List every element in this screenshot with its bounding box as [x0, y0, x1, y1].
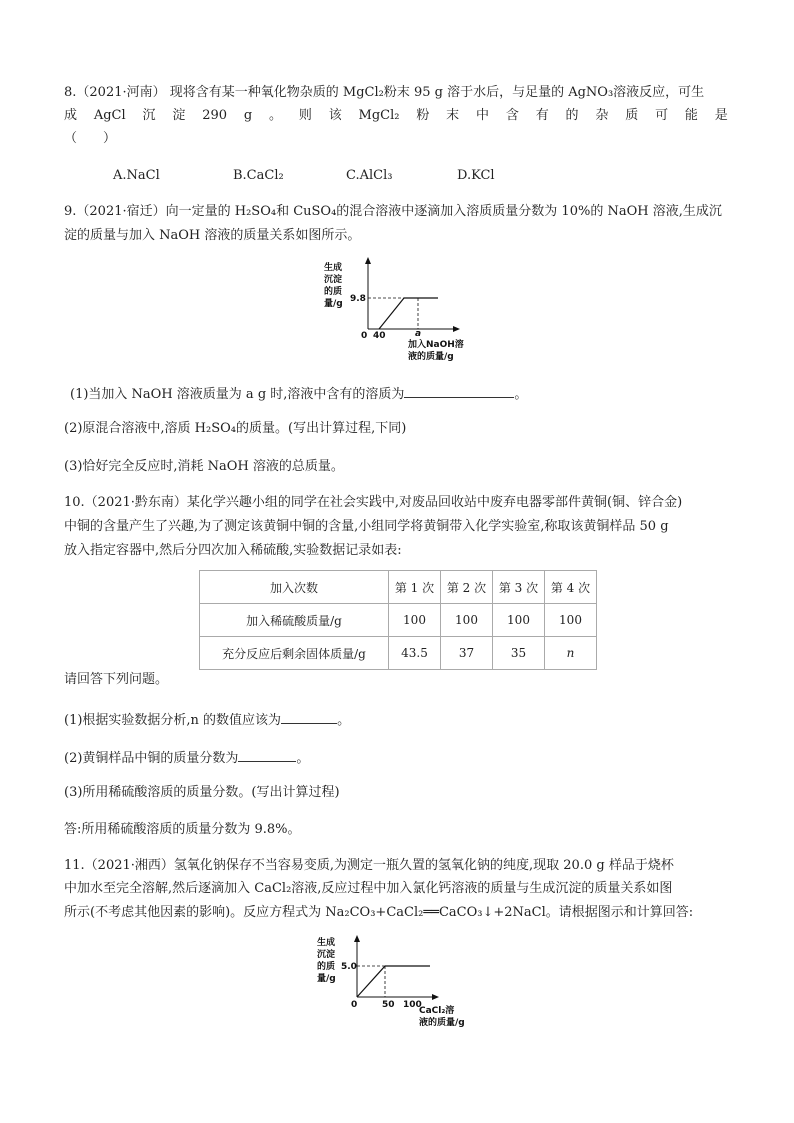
table-header-cell: 加入次数 — [200, 571, 389, 604]
q8-line2-word: 。 — [269, 108, 283, 123]
chart2-rise-line — [357, 966, 385, 997]
chart2 — [305, 933, 505, 1033]
table-header-cell: 第 2 次 — [441, 571, 493, 604]
chart1-y-label — [324, 261, 343, 309]
chart2-y-label — [317, 936, 336, 984]
chart1-x-arrow — [453, 326, 460, 332]
chart2-x-tick-100: 100 — [403, 1000, 422, 1010]
q8-line2-word: 淀 — [172, 108, 186, 123]
q8-line2-word: 含 — [505, 108, 519, 123]
q8-line2-word: 则 — [298, 108, 312, 123]
q8-option-b: B.CaCl₂ — [233, 168, 284, 183]
q8-line2-word: 沉 — [142, 108, 156, 123]
chart1-x-label-line: 液的质量/g — [408, 352, 454, 362]
q8-line2-word: 是 — [714, 108, 728, 123]
chart1-y-label-line: 沉淀 — [324, 275, 343, 285]
chart1-y-label-line: 的质 — [324, 287, 343, 297]
q8-line3: （ ） — [64, 131, 117, 146]
q8-line2-word: AgCl — [93, 108, 126, 123]
table-cell: 37 — [441, 637, 493, 670]
q8-line2-word: 末 — [446, 108, 460, 123]
q9-sub1 — [70, 383, 527, 404]
chart1-origin: 0 — [361, 331, 368, 341]
q11-line3: 所示(不考虑其他因素的影响)。反应方程式为 Na₂CO₃+CaCl₂══CaCO₃↓+2NaCl。请根据图示和计算回答: — [64, 905, 694, 920]
table-header-row — [200, 571, 597, 604]
table-header-cell: 第 4 次 — [545, 571, 597, 604]
q8-option-c: C.AlCl₃ — [346, 168, 393, 183]
q8-line2-word: 中 — [476, 108, 490, 123]
chart2-x-tick-50: 50 — [382, 1000, 395, 1010]
q8-line2-word: 粉 — [416, 108, 430, 123]
q8-line2-word: 290 — [202, 108, 228, 123]
chart1-y-label-line: 生成 — [324, 263, 343, 273]
q10-sub1-text: (1)根据实验数据分析,n 的数值应该为 — [64, 713, 282, 728]
q10-sub1-end: 。 — [337, 713, 351, 728]
q8-line2-word: 该 — [328, 108, 342, 123]
table-cell: 加入稀硫酸质量/g — [200, 604, 389, 637]
table-cell: 100 — [493, 604, 545, 637]
q10-data-table — [199, 570, 597, 670]
q9-sub1-end: 。 — [514, 387, 528, 402]
table-row — [200, 604, 597, 637]
q8-line2-word: 有 — [535, 108, 549, 123]
q8-line2-word: MgCl₂ — [358, 108, 400, 123]
table-cell: 充分反应后剩余固体质量/g — [200, 637, 389, 670]
chart1-y-label-line: 量/g — [324, 299, 343, 309]
chart1-x-tick-a: a — [415, 329, 422, 339]
q10-sub1-blank — [281, 709, 337, 724]
chart1-x-label-line: 加入NaOH溶 — [408, 340, 464, 350]
q8-line2 — [64, 107, 728, 125]
q10-prompt: 请回答下列问题。 — [64, 672, 169, 687]
chart2-y-label-line: 沉淀 — [317, 950, 336, 960]
q9-line2: 淀的质量与加入 NaOH 溶液的质量关系如图所示。 — [64, 228, 361, 243]
chart2-y-label-line: 生成 — [317, 938, 336, 948]
q10-sub2-end: 。 — [296, 751, 310, 766]
q10-sub2-text: (2)黄铜样品中铜的质量分数为 — [64, 751, 239, 766]
q8-line2-word: 可 — [655, 108, 669, 123]
table-header-cell: 第 1 次 — [389, 571, 441, 604]
q11-line2: 中加水至完全溶解,然后逐滴加入 CaCl₂溶液,反应过程中加入氯化钙溶液的质量与生成沉淀的质量关系如图 — [64, 881, 673, 896]
q8-line2-word: 的 — [565, 108, 579, 123]
chart1-y-tick: 9.8 — [350, 294, 366, 304]
chart1-rise-line — [379, 298, 404, 329]
table-row — [200, 637, 597, 670]
chart2-y-arrow — [354, 935, 360, 942]
chart1 — [310, 256, 510, 366]
table-cell: 100 — [441, 604, 493, 637]
q9-sub1-text: (1)当加入 NaOH 溶液质量为 a g 时,溶液中含有的溶质为 — [70, 387, 405, 402]
chart2-x-arrow — [432, 994, 439, 1000]
q10-line3: 放入指定容器中,然后分四次加入稀硫酸,实验数据记录如表: — [64, 543, 402, 558]
q8-line2-word: g — [243, 108, 253, 123]
table-cell: 100 — [545, 604, 597, 637]
q10-sub2 — [64, 747, 309, 768]
table-cell: 35 — [493, 637, 545, 670]
q9-line1: 9.（2021·宿迁）向一定量的 H₂SO₄和 CuSO₄的混合溶液中逐滴加入溶质质量分数为 10%的 NaOH 溶液,生成沉 — [64, 204, 722, 219]
table-cell: 43.5 — [389, 637, 441, 670]
chart2-origin: 0 — [351, 1000, 358, 1010]
q9-sub3: (3)恰好完全反应时,消耗 NaOH 溶液的总质量。 — [64, 459, 344, 474]
chart1-y-arrow — [365, 257, 371, 264]
table-cell: 100 — [389, 604, 441, 637]
q8-option-d: D.KCl — [457, 168, 495, 183]
q8-line2-word: 杂 — [595, 108, 609, 123]
q11-line1: 11.（2021·湘西）氢氧化钠保存不当容易变质,为测定一瓶久置的氢氧化钠的纯度,现取 20.0 g 样品于烧杯 — [64, 858, 674, 873]
table-header-cell: 第 3 次 — [493, 571, 545, 604]
chart2-y-tick: 5.0 — [341, 962, 357, 972]
q8-line1: 8.（2021·河南） 现将含有某一种氧化物杂质的 MgCl₂粉末 95 g 溶于水后，与足量的 AgNO₃溶液反应，可生 — [64, 85, 705, 100]
chart1-x-tick-40: 40 — [373, 331, 386, 341]
chart2-y-label-line: 的质 — [317, 962, 336, 972]
q10-line2: 中铜的含量产生了兴趣,为了测定该黄铜中铜的含量,小组同学将黄铜带入化学实验室,称取该黄铜样品 50 g — [64, 519, 669, 534]
q10-answer: 答:所用稀硫酸溶质的质量分数为 9.8%。 — [64, 822, 301, 837]
q8-option-a: A.NaCl — [113, 168, 160, 183]
chart2-x-label-line: CaCl₂溶 — [419, 1006, 455, 1016]
q9-sub2: (2)原混合溶液中,溶质 H₂SO₄的质量。(写出计算过程,下同) — [64, 421, 407, 436]
q8-line2-word: 质 — [625, 108, 639, 123]
q10-sub2-blank — [238, 747, 296, 762]
table-cell: n — [545, 637, 597, 670]
q10-line1: 10.（2021·黔东南）某化学兴趣小组的同学在社会实践中,对废品回收站中废弃电器零部件黄铜(铜、锌合金) — [64, 495, 683, 510]
chart2-y-label-line: 量/g — [317, 974, 336, 984]
q10-sub3: (3)所用稀硫酸溶质的质量分数。(写出计算过程) — [64, 785, 340, 800]
q9-sub1-blank — [404, 383, 514, 398]
q8-line2-word: 能 — [684, 108, 698, 123]
chart2-x-label-line: 液的质量/g — [419, 1018, 465, 1028]
q8-line2-word: 成 — [64, 108, 78, 123]
q10-sub1 — [64, 709, 350, 730]
